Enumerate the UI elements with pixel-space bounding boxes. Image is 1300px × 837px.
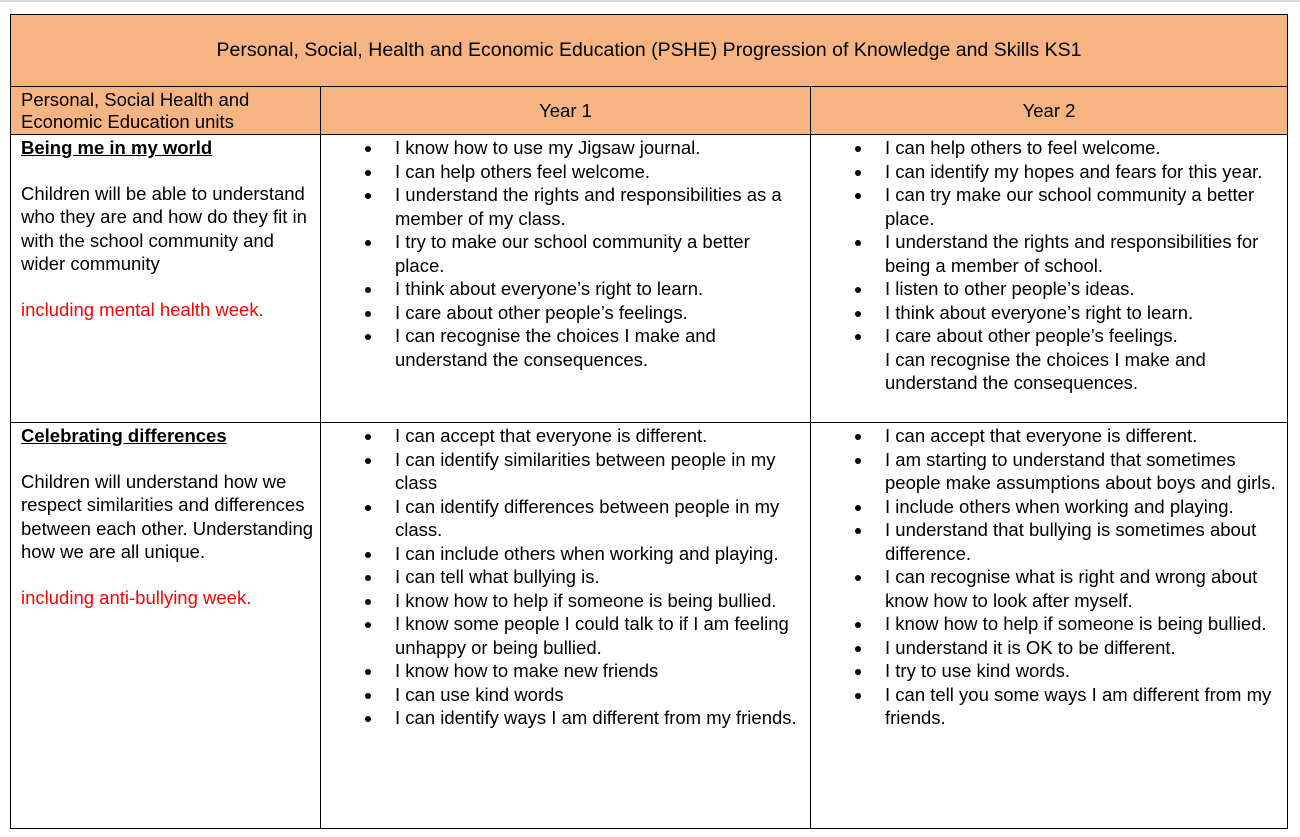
bullet-icon xyxy=(855,170,861,176)
header-year-1: Year 1 xyxy=(321,87,811,135)
list-item: I care about other people’s feelings. xyxy=(395,301,802,325)
bullet-icon xyxy=(365,505,371,511)
list-item: I can try make our school community a better place. xyxy=(885,183,1279,230)
bullet-icon xyxy=(855,528,861,534)
list-item: I can tell what bullying is. xyxy=(395,565,802,589)
year-2-cell xyxy=(811,135,1288,423)
list-item: I can recognise what is right and wrong about know how to look after myself. xyxy=(885,565,1279,612)
bullet-icon xyxy=(365,434,371,440)
table-row xyxy=(11,423,1288,829)
list-item: I can accept that everyone is different. xyxy=(885,424,1279,448)
table-row xyxy=(11,135,1288,423)
bullet-icon xyxy=(365,311,371,317)
list-item: I know how to make new friends xyxy=(395,659,802,683)
list-item: I know some people I could talk to if I am feeling unhappy or being bullied. xyxy=(395,612,802,659)
unit-cell xyxy=(11,135,321,423)
list-item: I understand it is OK to be different. xyxy=(885,636,1279,660)
list-item: I try to make our school community a better place. xyxy=(395,230,802,277)
list-item: I think about everyone’s right to learn. xyxy=(885,301,1279,325)
list-item: I can include others when working and playing. xyxy=(395,542,802,566)
list-item: I understand that bullying is sometimes about difference. xyxy=(885,518,1279,565)
bullet-icon xyxy=(365,193,371,199)
table-title: Personal, Social, Health and Economic Education (PSHE) Progression of Knowledge and Skills KS1 xyxy=(11,15,1288,87)
list-item: I know how to help if someone is being bullied. xyxy=(885,612,1279,636)
year-2-list xyxy=(811,135,1287,395)
bullet-icon xyxy=(855,240,861,246)
bullet-icon xyxy=(365,552,371,558)
bullet-icon xyxy=(365,240,371,246)
year-1-cell xyxy=(321,423,811,829)
list-item: I can help others to feel welcome. xyxy=(885,136,1279,160)
bullet-icon xyxy=(365,622,371,628)
bullet-icon xyxy=(855,193,861,199)
bullet-icon xyxy=(855,434,861,440)
bullet-icon xyxy=(855,575,861,581)
unit-cell xyxy=(11,423,321,829)
year-1-list xyxy=(321,423,810,730)
list-item: I can identify ways I am different from my friends. xyxy=(395,706,802,730)
header-units: Personal, Social Health and Economic Education units xyxy=(11,87,321,135)
year-2-cell xyxy=(811,423,1288,829)
bullet-icon xyxy=(365,599,371,605)
bullet-icon xyxy=(365,716,371,722)
bullet-icon xyxy=(855,693,861,699)
bullet-icon xyxy=(365,458,371,464)
list-item: I can recognise the choices I make and understand the consequences. xyxy=(885,348,1206,393)
header-year-2: Year 2 xyxy=(811,87,1288,135)
list-item: I can accept that everyone is different. xyxy=(395,424,802,448)
list-item: I know how to use my Jigsaw journal. xyxy=(395,136,802,160)
year-1-list xyxy=(321,135,810,371)
bullet-icon xyxy=(365,575,371,581)
year-2-list xyxy=(811,423,1287,730)
bullet-icon xyxy=(365,170,371,176)
list-item: I include others when working and playing. xyxy=(885,495,1279,519)
list-item: I can help others feel welcome. xyxy=(395,160,802,184)
list-item: I can tell you some ways I am different from my friends. xyxy=(885,683,1279,730)
list-item: I can use kind words xyxy=(395,683,802,707)
pshe-progression-table xyxy=(10,14,1288,829)
bullet-icon xyxy=(365,146,371,152)
list-item: I can identify differences between people in my class. xyxy=(395,495,802,542)
bullet-icon xyxy=(855,334,861,340)
bullet-icon xyxy=(855,458,861,464)
list-item: I understand the rights and responsibilities as a member of my class. xyxy=(395,183,802,230)
bullet-icon xyxy=(855,287,861,293)
bullet-icon xyxy=(365,693,371,699)
bullet-icon xyxy=(855,622,861,628)
list-item: I care about other people’s feelings. xyxy=(885,324,1279,348)
list-item: I understand the rights and responsibilities for being a member of school. xyxy=(885,230,1279,277)
list-item: I know how to help if someone is being bullied. xyxy=(395,589,802,613)
list-item: I think about everyone’s right to learn. xyxy=(395,277,802,301)
unit-title: Celebrating differences xyxy=(21,425,227,446)
list-item: I listen to other people’s ideas. xyxy=(885,277,1279,301)
bullet-icon xyxy=(365,287,371,293)
bullet-icon xyxy=(365,669,371,675)
unit-note: including anti-bullying week. xyxy=(21,586,252,608)
bullet-icon xyxy=(855,505,861,511)
bullet-icon xyxy=(855,646,861,652)
list-item: I can recognise the choices I make and understand the consequences. xyxy=(395,324,802,371)
list-item: I am starting to understand that sometimes people make assumptions about boys and girls. xyxy=(885,448,1279,495)
unit-note: including mental health week. xyxy=(21,298,264,320)
year-1-cell xyxy=(321,135,811,423)
unit-description: Children will be able to understand who they are and how do they fit in with the school community and wider community xyxy=(21,182,307,274)
unit-title: Being me in my world xyxy=(21,137,213,158)
list-item: I can identify similarities between people in my class xyxy=(395,448,802,495)
top-rule xyxy=(0,0,1300,2)
bullet-icon xyxy=(855,311,861,317)
bullet-icon xyxy=(855,669,861,675)
list-item: I try to use kind words. xyxy=(885,659,1279,683)
unit-description: Children will understand how we respect similarities and differences between each other. Understanding how we are all unique. xyxy=(21,470,314,562)
list-item: I can identify my hopes and fears for this year. xyxy=(885,160,1279,184)
bullet-icon xyxy=(365,334,371,340)
bullet-icon xyxy=(855,146,861,152)
